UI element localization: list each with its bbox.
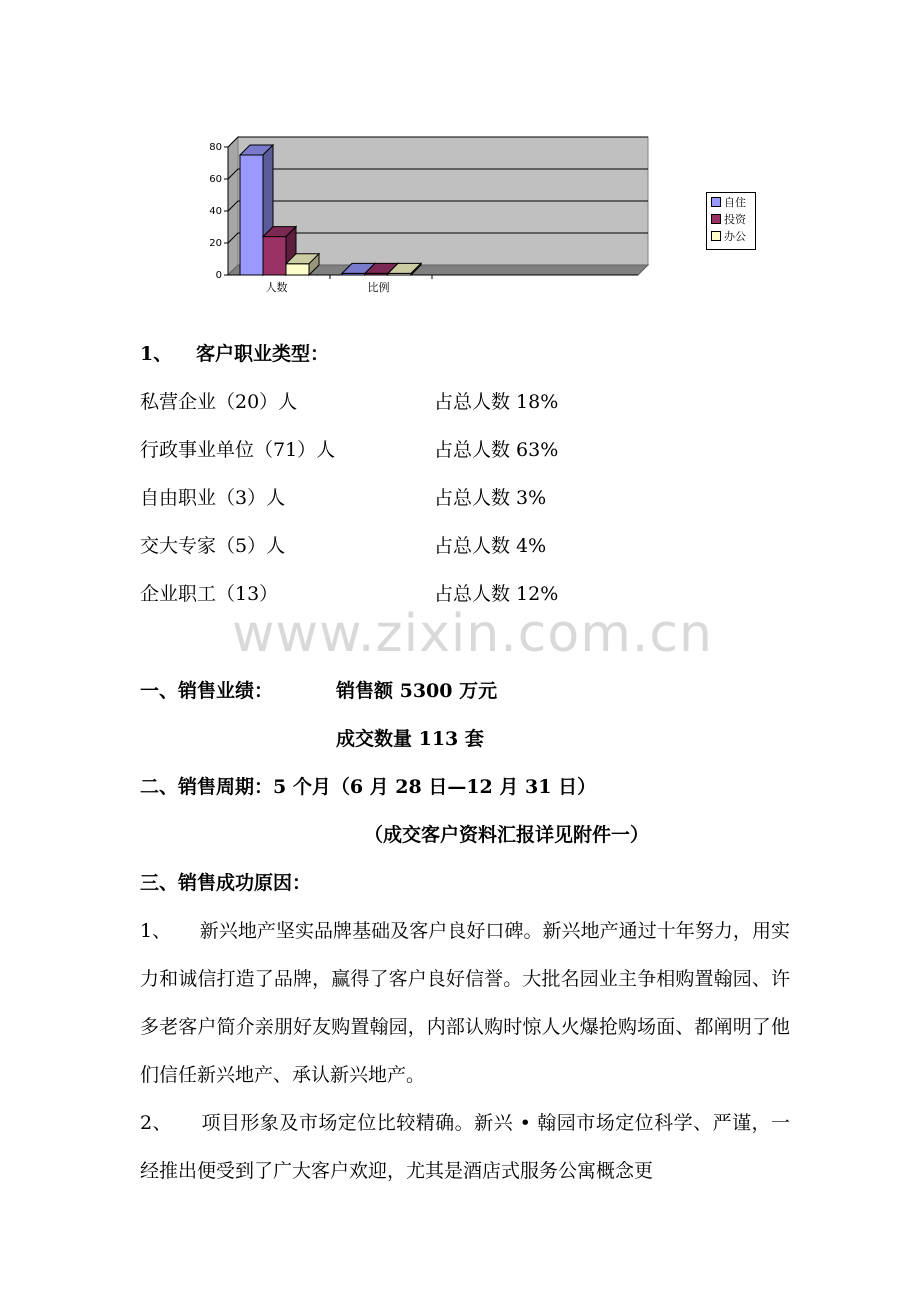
occupation-label: 企业职工（13）	[140, 583, 279, 605]
y-tick-label: 80	[209, 142, 222, 153]
occupation-share: 占总人数 12%	[434, 583, 559, 605]
y-tick-label: 20	[209, 238, 222, 249]
occupation-share: 占总人数 3%	[434, 487, 547, 509]
occupation-share: 占总人数 18%	[434, 391, 559, 413]
watermark: www.zixin.com.cn	[232, 604, 713, 664]
legend-label: 投资	[724, 212, 746, 226]
occupation-share: 占总人数 63%	[434, 439, 559, 461]
bar-chart	[180, 130, 780, 300]
sales-heading: 一、销售业绩：	[140, 680, 274, 702]
legend-swatch	[711, 197, 721, 207]
legend-label: 办公	[724, 229, 746, 243]
occupation-label: 行政事业单位（71）人	[140, 439, 336, 461]
legend-swatch	[711, 214, 721, 224]
reasons-heading: 三、销售成功原因：	[140, 872, 312, 894]
reasons-body	[140, 907, 790, 1195]
legend-item	[707, 210, 755, 227]
occupation-share: 占总人数 4%	[434, 535, 547, 557]
attachment-note: （成交客户资料汇报详见附件一）	[364, 824, 650, 846]
y-tick-label: 40	[209, 206, 222, 217]
sales-count: 成交数量 113 套	[336, 728, 484, 750]
reason-paragraph-1: 1、 新兴地产坚实品牌基础及客户良好口碑。新兴地产通过十年努力，用实力和诚信打造了品牌，赢得了客户良好信誉。大批名园业主争相购置翰园、许多老客户简介亲朋好友购置翰园，内部认购时惊人火爆抢购场面、都阐明了他们信任新兴地产、承认新兴地产。	[140, 920, 790, 1086]
x-tick-label: 人数	[265, 281, 288, 294]
sales-period: 二、销售周期：5 个月（6 月 28 日—12 月 31 日）	[140, 776, 597, 798]
occupation-label: 自由职业（3）人	[140, 487, 286, 509]
legend-label: 自住	[724, 195, 746, 209]
chart-legend	[706, 192, 756, 250]
sales-amount: 销售额 5300 万元	[336, 680, 498, 702]
occupation-label: 私营企业（20）人	[140, 391, 298, 413]
x-tick-label: 比例	[367, 281, 390, 294]
section-number: 1、	[140, 343, 173, 365]
legend-item	[707, 193, 755, 210]
y-tick-label: 60	[209, 174, 222, 185]
section-title: 客户职业类型：	[196, 343, 330, 365]
legend-swatch	[711, 231, 721, 241]
legend-item	[707, 227, 755, 244]
occupation-label: 交大专家（5）人	[140, 535, 286, 557]
y-tick-label: 0	[215, 270, 222, 281]
reason-paragraph-2: 2、 项目形象及市场定位比较精确。新兴 • 翰园市场定位科学、严谨，一经推出便受到了广大客户欢迎，尤其是酒店式服务公寓概念更	[140, 1112, 790, 1182]
